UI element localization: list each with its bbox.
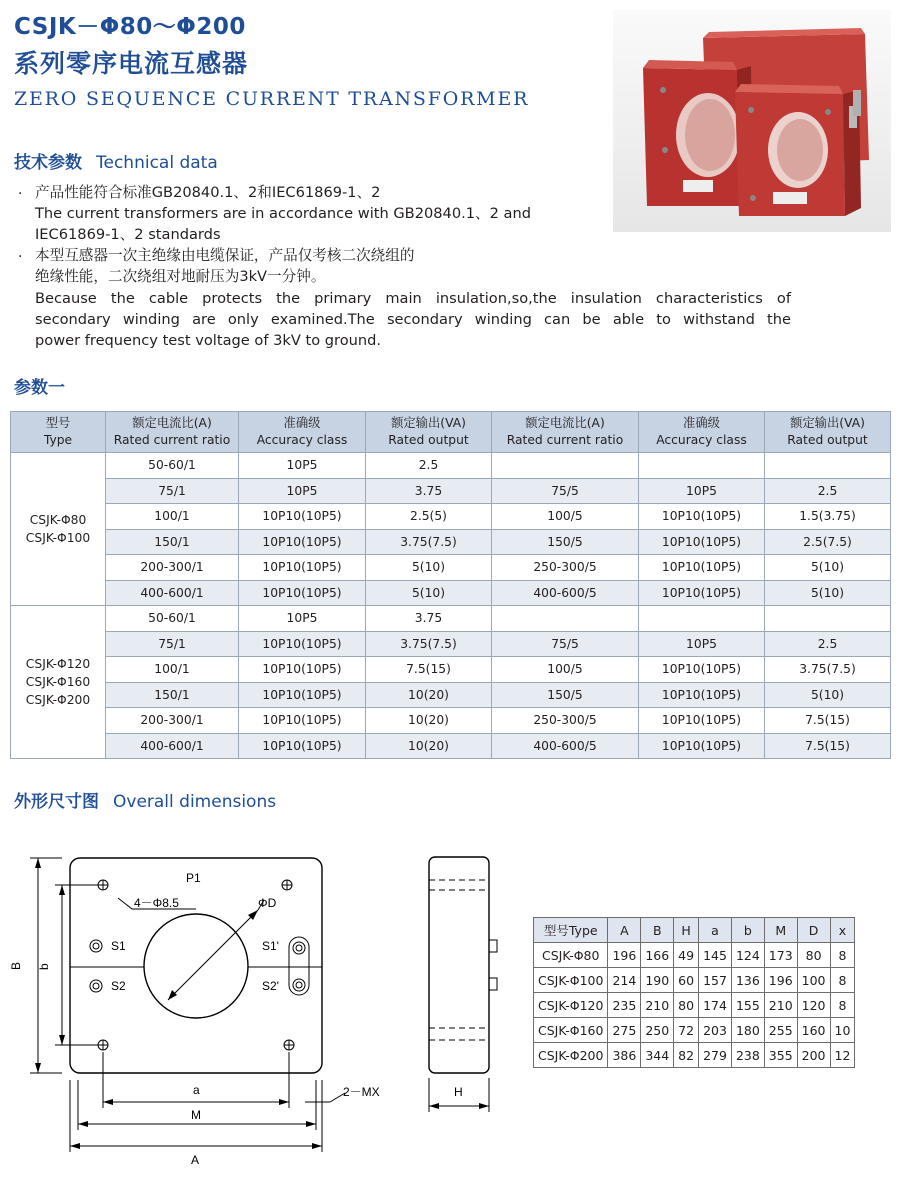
table-cell: 5(10) <box>765 682 891 708</box>
table-cell: 3.75(7.5) <box>366 529 492 555</box>
label-p1: P1 <box>186 871 201 885</box>
model-name: CSJK-Φ120 <box>25 657 91 671</box>
table-cell: 75/1 <box>106 478 239 504</box>
dims-cell: 80 <box>674 993 699 1018</box>
dims-header-cell: D <box>797 918 830 943</box>
dims-cell: 12 <box>830 1043 855 1068</box>
table-cell: 400-600/5 <box>492 580 639 606</box>
parameters-table <box>10 411 891 759</box>
table-cell: 10P10(10P5) <box>639 682 765 708</box>
dims-cell: CSJK-Φ100 <box>534 968 608 993</box>
table-cell: 3.75(7.5) <box>765 657 891 683</box>
label-phid: ΦD <box>258 896 277 910</box>
table-cell: 10P10(10P5) <box>639 529 765 555</box>
dims-heading-zh: 外形尺寸图 <box>14 792 99 812</box>
dimensions-table <box>533 917 855 1068</box>
table-cell: 10P10(10P5) <box>639 580 765 606</box>
table-cell: 150/1 <box>106 529 239 555</box>
dims-cell: CSJK-Φ200 <box>534 1043 608 1068</box>
dims-heading <box>14 787 276 812</box>
dims-cell: 80 <box>797 943 830 968</box>
table-cell: 75/5 <box>492 478 639 504</box>
table-cell: 250-300/5 <box>492 708 639 734</box>
side-view-drawing <box>410 840 520 1130</box>
dims-cell: 8 <box>830 993 855 1018</box>
model-cell <box>11 606 106 759</box>
product-photo <box>613 10 891 232</box>
header-accuracy: 准确级 Accuracy class <box>639 412 765 453</box>
table-cell: 200-300/1 <box>106 555 239 581</box>
dims-cell: 210 <box>764 993 797 1018</box>
table-cell: 400-600/5 <box>492 733 639 759</box>
header-ratio: 额定电流比(A) Rated current ratio <box>492 412 639 453</box>
dims-header-cell: a <box>699 918 732 943</box>
table-cell: 100/1 <box>106 657 239 683</box>
product-title-en: ZERO SEQUENCE CURRENT TRANSFORMER <box>14 88 530 110</box>
dims-cell: 157 <box>699 968 732 993</box>
dims-cell: 82 <box>674 1043 699 1068</box>
dims-row <box>534 993 855 1018</box>
dims-cell: 180 <box>731 1018 764 1043</box>
table-cell: 10P10(10P5) <box>239 733 366 759</box>
table-cell <box>492 453 639 479</box>
table-cell: 10P10(10P5) <box>239 504 366 530</box>
dims-cell: 120 <box>797 993 830 1018</box>
table-cell: 10P10(10P5) <box>239 631 366 657</box>
dims-cell: 136 <box>731 968 764 993</box>
dims-cell: 255 <box>764 1018 797 1043</box>
dims-header-cell: H <box>674 918 699 943</box>
dims-header-cell: B <box>641 918 674 943</box>
tech-heading <box>14 148 218 173</box>
dims-cell: 235 <box>608 993 641 1018</box>
header-output: 额定输出(VA) Rated output <box>765 412 891 453</box>
label-B: B <box>9 961 23 970</box>
label-b: b <box>37 963 51 970</box>
dims-cell: 250 <box>641 1018 674 1043</box>
table-cell: 75/1 <box>106 631 239 657</box>
table-cell: 7.5(15) <box>366 657 492 683</box>
table-cell: 5(10) <box>765 555 891 581</box>
label-a: a <box>193 1083 200 1097</box>
table-cell: 150/1 <box>106 682 239 708</box>
table-cell: 75/5 <box>492 631 639 657</box>
dims-cell: 100 <box>797 968 830 993</box>
dims-row <box>534 943 855 968</box>
dims-header-cell: M <box>764 918 797 943</box>
table-row <box>11 580 891 606</box>
table-cell: 3.75 <box>366 606 492 632</box>
table-cell: 10(20) <box>366 733 492 759</box>
dims-cell: 173 <box>764 943 797 968</box>
bullet-dot: · <box>18 249 23 265</box>
table-cell: 7.5(15) <box>765 708 891 734</box>
dims-row <box>534 1018 855 1043</box>
table-cell: 5(10) <box>765 580 891 606</box>
table-cell: 100/5 <box>492 504 639 530</box>
dims-cell: 214 <box>608 968 641 993</box>
dims-cell: 190 <box>641 968 674 993</box>
model-name: CSJK-Φ160 <box>25 675 91 689</box>
dims-cell: CSJK-Φ160 <box>534 1018 608 1043</box>
dims-cell: 355 <box>764 1043 797 1068</box>
table-row <box>11 555 891 581</box>
dims-header-cell: A <box>608 918 641 943</box>
table-cell: 10P10(10P5) <box>239 555 366 581</box>
dims-cell: 210 <box>641 993 674 1018</box>
table-cell: 10P5 <box>239 478 366 504</box>
table-cell <box>639 606 765 632</box>
table-row <box>11 631 891 657</box>
dims-cell: 196 <box>608 943 641 968</box>
dims-cell: 145 <box>699 943 732 968</box>
table-cell: 10P10(10P5) <box>639 733 765 759</box>
table-cell: 50-60/1 <box>106 606 239 632</box>
dims-cell: CSJK-Φ80 <box>534 943 608 968</box>
bullet2-en3: power frequency test voltage of 3kV to ground. <box>35 332 382 349</box>
model-name: CSJK-Φ100 <box>25 531 91 545</box>
dims-header-row <box>534 918 855 943</box>
dims-cell: 200 <box>797 1043 830 1068</box>
table-cell: 400-600/1 <box>106 733 239 759</box>
dims-cell: 238 <box>731 1043 764 1068</box>
table-cell: 10P10(10P5) <box>239 657 366 683</box>
dims-cell: 174 <box>699 993 732 1018</box>
table-row <box>11 529 891 555</box>
dims-header-cell: 型号Type <box>534 918 608 943</box>
table-header-row <box>11 412 891 453</box>
dims-cell: 8 <box>830 943 855 968</box>
header-type: 型号 Type <box>11 412 106 453</box>
dims-cell: 279 <box>699 1043 732 1068</box>
dims-cell: 196 <box>764 968 797 993</box>
table-cell: 2.5 <box>765 478 891 504</box>
table-cell: 1.5(3.75) <box>765 504 891 530</box>
label-s1: S1 <box>111 939 126 953</box>
label-holes: 4－Φ8.5 <box>134 896 179 910</box>
table-cell: 10P10(10P5) <box>239 580 366 606</box>
dims-cell: 275 <box>608 1018 641 1043</box>
front-view-drawing <box>0 840 400 1170</box>
dims-row <box>534 1043 855 1068</box>
table-cell: 10P10(10P5) <box>639 657 765 683</box>
label-h: H <box>454 1085 463 1099</box>
bullet2-zh2: 绝缘性能，二次绕组对地耐压为3kV一分钟。 <box>35 268 326 285</box>
table-cell: 10P5 <box>639 478 765 504</box>
dims-cell: CSJK-Φ120 <box>534 993 608 1018</box>
dims-heading-en: Overall dimensions <box>113 792 277 812</box>
bullet1-zh: 产品性能符合标准GB20840.1、2和IEC61869-1、2 <box>35 184 381 201</box>
header-accuracy: 准确级 Accuracy class <box>239 412 366 453</box>
dims-cell: 10 <box>830 1018 855 1043</box>
label-s2: S2 <box>111 979 126 993</box>
label-s2p: S2' <box>262 979 279 993</box>
table-cell: 2.5 <box>366 453 492 479</box>
table-cell: 3.75 <box>366 478 492 504</box>
table-cell: 10P5 <box>639 631 765 657</box>
model-name: CSJK-Φ200 <box>25 693 91 707</box>
label-mx: 2－MX <box>343 1085 380 1099</box>
table-row <box>11 733 891 759</box>
table-cell <box>639 453 765 479</box>
table-cell: 2.5(5) <box>366 504 492 530</box>
product-model: CSJK－Φ80～Φ200 <box>14 14 246 40</box>
table-row <box>11 478 891 504</box>
dims-cell: 203 <box>699 1018 732 1043</box>
product-title-zh: 系列零序电流互感器 <box>14 49 249 78</box>
header-output: 额定输出(VA) Rated output <box>366 412 492 453</box>
table-cell: 400-600/1 <box>106 580 239 606</box>
table-cell: 10(20) <box>366 682 492 708</box>
bullet2-en1: Because the cable protects the primary main insulation,so,the insulation characteristics of <box>35 290 791 307</box>
table-row <box>11 606 891 632</box>
dims-cell: 49 <box>674 943 699 968</box>
table-row <box>11 504 891 530</box>
bullet1-en1: The current transformers are in accordance with GB20840.1、2 and <box>35 205 532 222</box>
label-A: A <box>191 1153 200 1167</box>
table-cell: 5(10) <box>366 555 492 581</box>
label-m: M <box>191 1108 201 1122</box>
table-cell: 50-60/1 <box>106 453 239 479</box>
tech-heading-en: Technical data <box>96 153 218 173</box>
dims-cell: 155 <box>731 993 764 1018</box>
table-cell: 150/5 <box>492 682 639 708</box>
table-cell: 2.5(7.5) <box>765 529 891 555</box>
dims-cell: 386 <box>608 1043 641 1068</box>
table-cell: 10P10(10P5) <box>239 682 366 708</box>
table-cell: 10(20) <box>366 708 492 734</box>
table-row <box>11 453 891 479</box>
header-ratio: 额定电流比(A) Rated current ratio <box>106 412 239 453</box>
table-row <box>11 682 891 708</box>
table-row <box>11 708 891 734</box>
dims-cell: 166 <box>641 943 674 968</box>
table-cell: 2.5 <box>765 631 891 657</box>
dims-cell: 8 <box>830 968 855 993</box>
table-cell <box>765 606 891 632</box>
table-cell: 10P10(10P5) <box>639 504 765 530</box>
table-cell: 10P10(10P5) <box>639 555 765 581</box>
table-cell: 10P10(10P5) <box>639 708 765 734</box>
label-s1p: S1' <box>262 939 279 953</box>
dims-cell: 160 <box>797 1018 830 1043</box>
tech-heading-zh: 技术参数 <box>14 153 82 173</box>
table-cell: 10P5 <box>239 453 366 479</box>
dims-header-cell: b <box>731 918 764 943</box>
table-cell: 3.75(7.5) <box>366 631 492 657</box>
table-cell: 250-300/5 <box>492 555 639 581</box>
table-cell: 100/5 <box>492 657 639 683</box>
bullet-dot: · <box>18 186 23 202</box>
table-cell: 10P10(10P5) <box>239 529 366 555</box>
table-cell: 100/1 <box>106 504 239 530</box>
bullet1-en2: IEC61869-1、2 standards <box>35 226 221 243</box>
params-heading-zh: 参数一 <box>14 378 65 398</box>
table-cell: 7.5(15) <box>765 733 891 759</box>
dims-header-cell: x <box>830 918 855 943</box>
dims-cell: 124 <box>731 943 764 968</box>
dims-cell: 344 <box>641 1043 674 1068</box>
dims-cell: 60 <box>674 968 699 993</box>
table-cell: 10P10(10P5) <box>239 708 366 734</box>
table-row <box>11 657 891 683</box>
dims-cell: 72 <box>674 1018 699 1043</box>
table-cell: 5(10) <box>366 580 492 606</box>
model-cell <box>11 453 106 606</box>
model-name: CSJK-Φ80 <box>29 513 87 527</box>
table-cell: 150/5 <box>492 529 639 555</box>
params-heading <box>14 373 79 398</box>
table-cell: 10P5 <box>239 606 366 632</box>
table-cell <box>765 453 891 479</box>
dims-row <box>534 968 855 993</box>
bullet2-en2: secondary winding are only examined.The secondary winding can be able to withstand the <box>35 311 791 328</box>
table-cell <box>492 606 639 632</box>
table-cell: 200-300/1 <box>106 708 239 734</box>
bullet2-zh1: 本型互感器一次主绝缘由电缆保证，产品仅考核二次绕组的 <box>35 247 415 264</box>
